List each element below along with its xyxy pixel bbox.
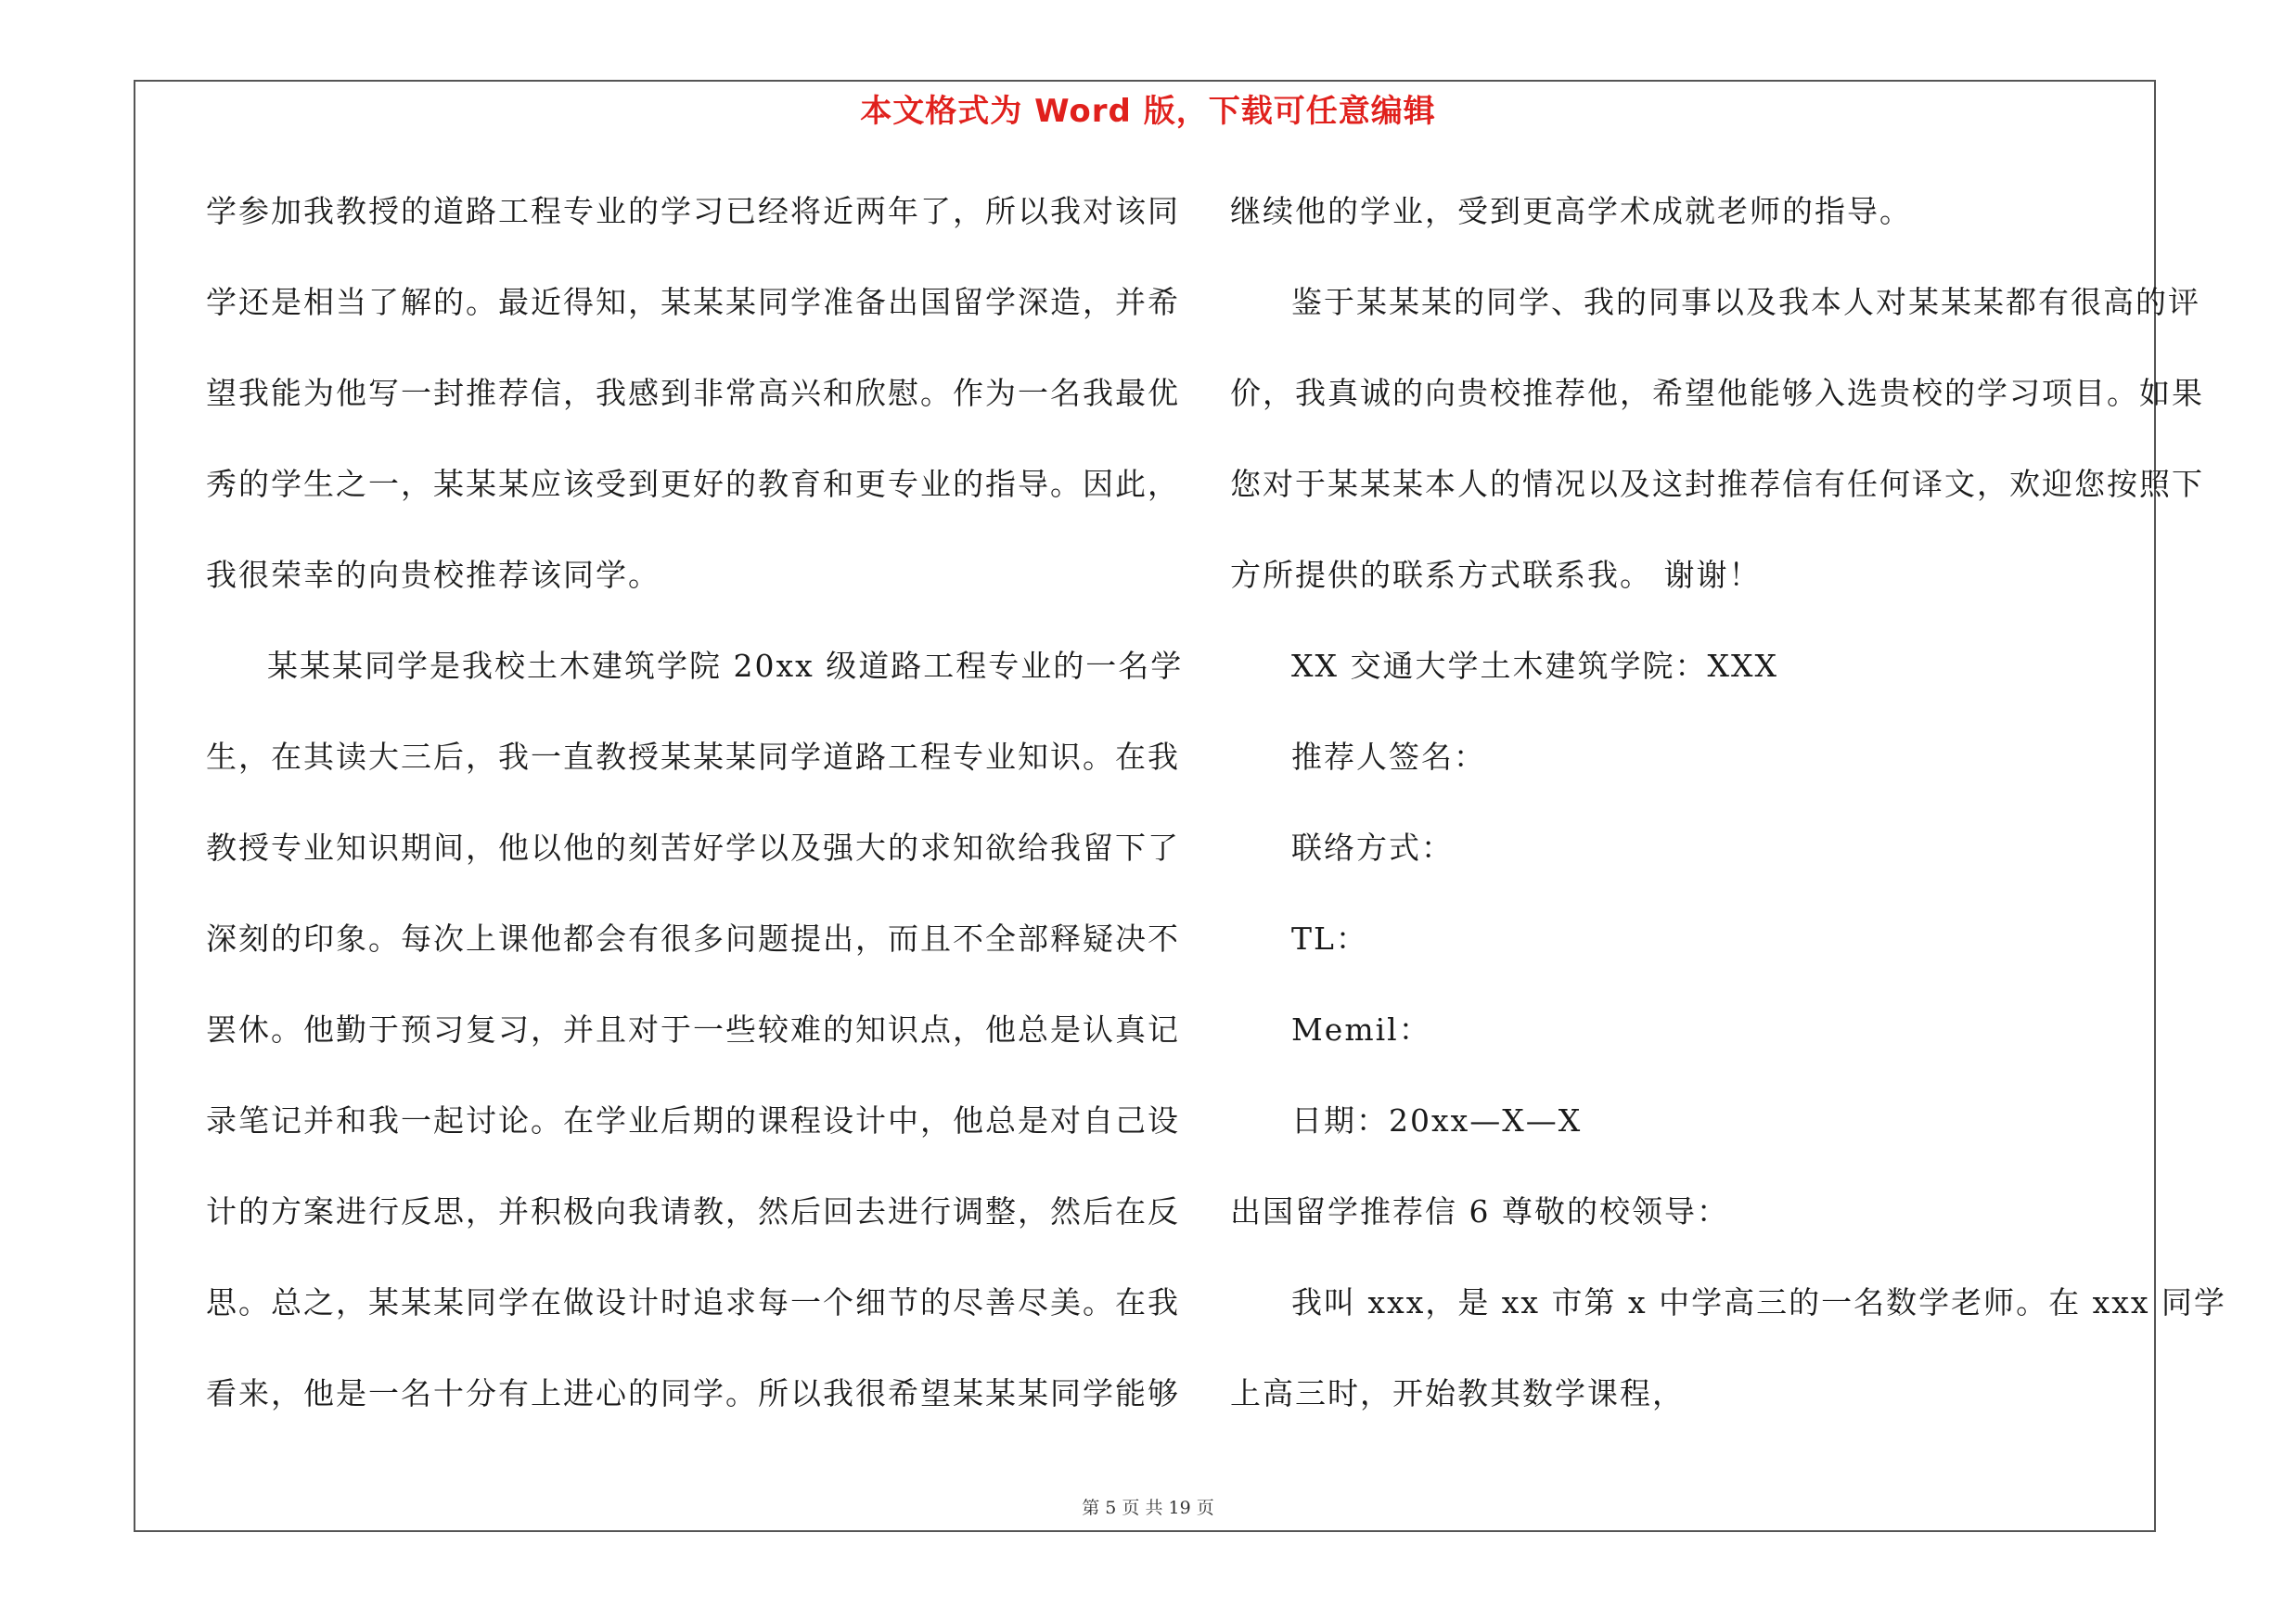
signature-institution: XX 交通大学土木建筑学院：XXX bbox=[1291, 648, 1778, 684]
text-line: 计的方案进行反思，并积极向我请教，然后回去进行调整，然后在反 bbox=[206, 1193, 1180, 1230]
text-line: 继续他的学业，受到更高学术成就老师的指导。 bbox=[1230, 193, 1912, 229]
text-line: 罢休。他勤于预习复习，并且对于一些较难的知识点，他总是认真记 bbox=[206, 1011, 1180, 1048]
text-line: 您对于某某某本人的情况以及这封推荐信有任何译文，欢迎您按照下 bbox=[1230, 466, 2204, 502]
text-line: 价，我真诚的向贵校推荐他，希望他能够入选贵校的学习项目。如果 bbox=[1230, 375, 2204, 411]
right-column bbox=[1230, 184, 2226, 1457]
contact-email: Memil： bbox=[1291, 1011, 1431, 1048]
text-line: 思。总之，某某某同学在做设计时追求每一个细节的尽善尽美。在我 bbox=[206, 1284, 1180, 1320]
text-line: 望我能为他写一封推荐信，我感到非常高兴和欣慰。作为一名我最优 bbox=[206, 375, 1180, 411]
text-line: 方所提供的联系方式联系我。 谢谢！ bbox=[1230, 557, 1762, 593]
text-line: 看来，他是一名十分有上进心的同学。所以我很希望某某某同学能够 bbox=[206, 1375, 1180, 1411]
signature-date: 日期：20xx—X—X bbox=[1291, 1102, 1583, 1139]
text-line: 教授专业知识期间，他以他的刻苦好学以及强大的求知欲给我留下了 bbox=[206, 830, 1180, 866]
text-line: 录笔记并和我一起讨论。在学业后期的课程设计中，他总是对自己设 bbox=[206, 1102, 1180, 1139]
section-heading: 出国留学推荐信 6 尊敬的校领导： bbox=[1230, 1193, 1729, 1230]
text-line: 鉴于某某某的同学、我的同事以及我本人对某某某都有很高的评 bbox=[1291, 284, 2200, 320]
text-line: 我很荣幸的向贵校推荐该同学。 bbox=[206, 557, 661, 593]
contact-phone: TL： bbox=[1291, 921, 1368, 957]
text-line: 学参加我教授的道路工程专业的学习已经将近两年了，所以我对该同 bbox=[206, 193, 1180, 229]
contact-label: 联络方式： bbox=[1291, 830, 1454, 866]
signature-recommender: 推荐人签名： bbox=[1291, 739, 1486, 775]
text-line: 上高三时，开始教其数学课程， bbox=[1230, 1375, 1685, 1411]
format-banner: 本文格式为 Word 版，下载可任意编辑 bbox=[860, 93, 1436, 130]
left-column bbox=[206, 184, 1184, 1457]
text-line: 学还是相当了解的。最近得知，某某某同学准备出国留学深造，并希 bbox=[206, 284, 1180, 320]
text-line: 秀的学生之一，某某某应该受到更好的教育和更专业的指导。因此， bbox=[206, 466, 1180, 502]
text-line: 我叫 xxx，是 xx 市第 x 中学高三的一名数学老师。在 xxx 同学 bbox=[1291, 1284, 2226, 1320]
page-number: 第 5 页 共 19 页 bbox=[1082, 1498, 1214, 1518]
text-line: 某某某同学是我校土木建筑学院 20xx 级道路工程专业的一名学 bbox=[267, 648, 1184, 684]
text-line: 深刻的印象。每次上课他都会有很多问题提出，而且不全部释疑决不 bbox=[206, 921, 1180, 957]
text-line: 生，在其读大三后，我一直教授某某某同学道路工程专业知识。在我 bbox=[206, 739, 1180, 775]
